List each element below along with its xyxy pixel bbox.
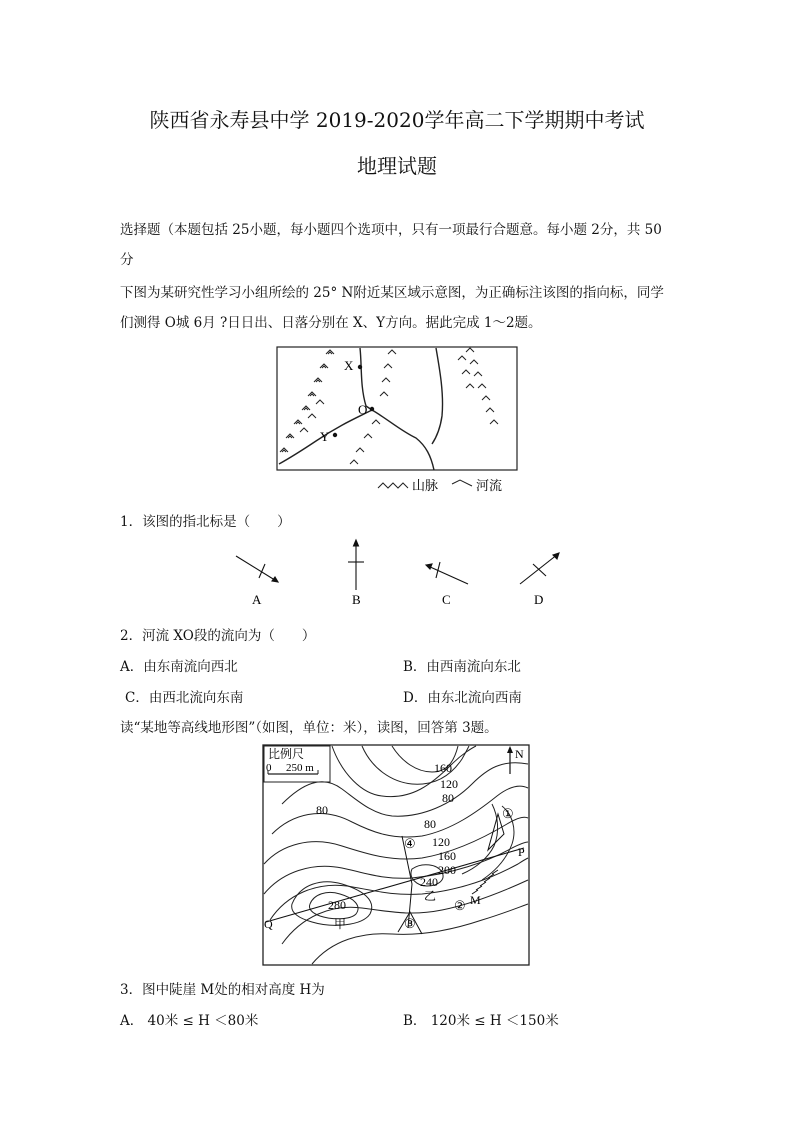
contour-280: 280 — [328, 898, 346, 912]
contour-200-mid: 200 — [438, 863, 456, 877]
question-3-intro: 读“某地等高线地形图”（如图，单位：米），读图，回答第 3题。 — [120, 720, 498, 736]
marker-2: ② — [454, 898, 466, 913]
section-instruction-cont: 分 — [120, 252, 134, 268]
point-jia-label: 甲 — [334, 917, 347, 931]
point-m-label: M — [470, 893, 481, 907]
q2-option-b: B．由西南流向东北 — [403, 659, 521, 675]
contour-160-top: 160 — [434, 761, 452, 775]
contour-160-mid: 160 — [438, 849, 456, 863]
q2-option-a: A．由东南流向西北 — [120, 659, 238, 675]
point-yi-label: 乙 — [424, 889, 437, 903]
marker-1: ① — [502, 806, 514, 821]
option-b-label: B — [352, 592, 361, 607]
contour-80-top: 80 — [442, 791, 454, 805]
option-c-label: C — [442, 592, 451, 607]
option-a-label: A — [252, 592, 262, 607]
question-1-text: 1．该图的指北标是（ ） — [120, 514, 291, 530]
north-label: N — [515, 747, 524, 761]
question-3-text: 3．图中陡崖 M处的相对高度 H为 — [120, 982, 325, 998]
contour-80-left: 80 — [316, 803, 328, 817]
legend-mountain-label: 山脉 — [412, 478, 439, 493]
scale-zero: 0 — [266, 762, 272, 774]
scale-value: 250 m — [286, 762, 314, 774]
passage-text-cont: 们测得 O城 6月 ?日日出、日落分别在 X、Y方向。据此完成 1～2题。 — [120, 315, 542, 331]
document-subtitle: 地理试题 — [357, 154, 437, 178]
contour-80-mid: 80 — [424, 817, 436, 831]
document-title: 陕西省永寿县中学 2019-2020学年高二下学期期中考试 — [149, 108, 645, 132]
q3-option-a: A． 40米 ≤ H ＜80米 — [120, 1013, 259, 1029]
q3-option-b: B． 120米 ≤ H ＜150米 — [403, 1013, 559, 1029]
point-o-label: O — [358, 402, 368, 417]
passage-text: 下图为某研究性学习小组所绘的 25° N附近某区域示意图，为正确标注该图的指向标，同学 — [120, 285, 664, 301]
q2-option-c: C．由西北流向东南 — [125, 690, 244, 706]
legend-river-label: 河流 — [476, 478, 503, 493]
section-instruction: 选择题（本题包括 25小题，每小题四个选项中，只有一项最行合题意。每小题 2分，共 50 — [120, 222, 662, 238]
question-2-text: 2．河流 XO段的流向为（ ） — [120, 628, 316, 644]
option-d-label: D — [534, 592, 544, 607]
marker-4: ④ — [404, 836, 416, 851]
north-arrow-options — [228, 538, 568, 614]
contour-120-top: 120 — [440, 777, 458, 791]
point-x-label: X — [344, 358, 354, 373]
marker-3: ③ — [404, 916, 416, 931]
point-p-label: P — [518, 845, 525, 859]
point-y-label: Y — [320, 429, 330, 444]
point-q-label: Q — [264, 917, 273, 931]
scale-title: 比例尺 — [268, 747, 305, 761]
contour-240: 240 — [420, 875, 438, 889]
region-sketch-map — [276, 346, 520, 496]
q2-option-d: D．由东北流向西南 — [403, 690, 522, 706]
contour-map — [262, 744, 530, 966]
contour-120-mid: 120 — [432, 835, 450, 849]
